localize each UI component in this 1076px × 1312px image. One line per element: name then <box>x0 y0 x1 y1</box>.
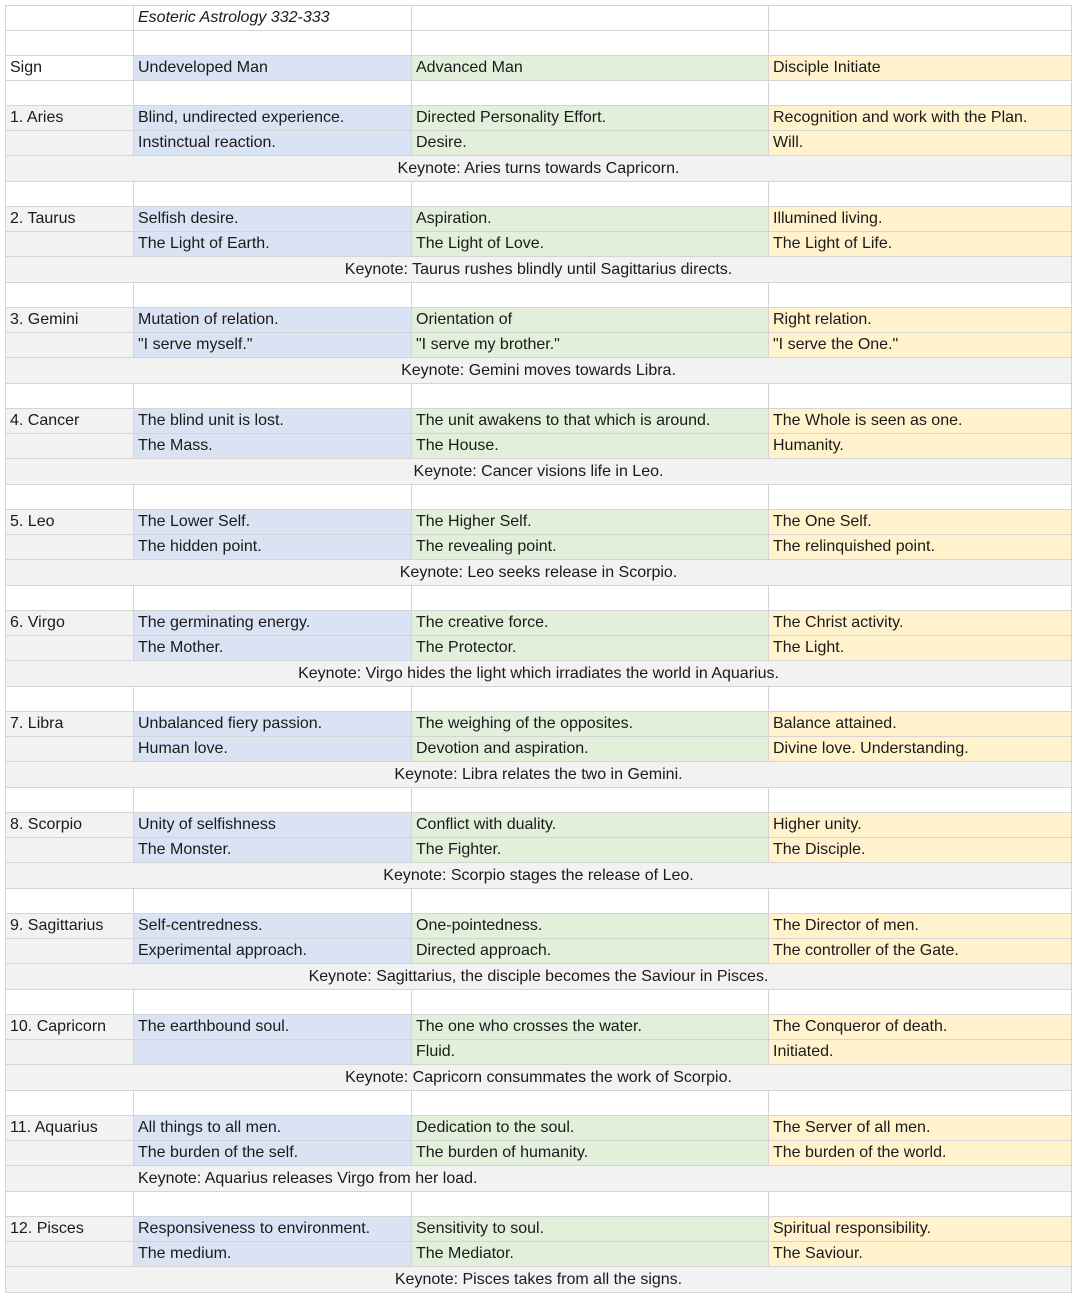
spacer-row <box>6 889 1072 914</box>
sign-row-line1 <box>6 207 1072 232</box>
cell[interactable] <box>769 6 1072 31</box>
undeveloped-line2[interactable]: "I serve myself." <box>134 333 412 358</box>
disciple-line2[interactable]: Humanity. <box>769 434 1072 459</box>
keynote-row <box>6 1267 1072 1293</box>
keynote[interactable]: Keynote: Gemini moves towards Libra. <box>6 358 1072 384</box>
undeveloped-line1[interactable]: The Lower Self. <box>134 510 412 535</box>
disciple-line2[interactable]: The burden of the world. <box>769 1141 1072 1166</box>
undeveloped-line2[interactable]: The Light of Earth. <box>134 232 412 257</box>
cell[interactable] <box>134 990 412 1015</box>
advanced-line1[interactable]: Aspiration. <box>412 207 769 232</box>
sign-block <box>6 384 1072 485</box>
sign-row-line2 <box>6 1242 1072 1267</box>
undeveloped-line1[interactable]: The blind unit is lost. <box>134 409 412 434</box>
undeveloped-line2[interactable]: Experimental approach. <box>134 939 412 964</box>
header-undeveloped-man[interactable]: Undeveloped Man <box>134 56 412 81</box>
sign-block <box>6 485 1072 586</box>
disciple-line1[interactable]: Right relation. <box>769 308 1072 333</box>
spacer-row <box>6 485 1072 510</box>
cell[interactable] <box>134 788 412 813</box>
advanced-line2[interactable]: The Fighter. <box>412 838 769 863</box>
sign-rows <box>6 81 1072 1293</box>
cell[interactable] <box>6 384 134 409</box>
cell[interactable] <box>412 182 769 207</box>
cell[interactable] <box>6 31 134 56</box>
sign-block <box>6 1192 1072 1293</box>
sign-row-line2 <box>6 636 1072 661</box>
sign-name[interactable]: 12. Pisces <box>6 1217 134 1242</box>
advanced-line1[interactable]: Orientation of <box>412 308 769 333</box>
disciple-line2[interactable]: The Disciple. <box>769 838 1072 863</box>
cell[interactable] <box>6 788 134 813</box>
cell[interactable] <box>6 6 134 31</box>
sign-row-line2 <box>6 737 1072 762</box>
disciple-line1[interactable]: Higher unity. <box>769 813 1072 838</box>
advanced-line2[interactable]: The House. <box>412 434 769 459</box>
cell[interactable] <box>769 1091 1072 1116</box>
cell[interactable] <box>769 788 1072 813</box>
disciple-line1[interactable]: The Whole is seen as one. <box>769 409 1072 434</box>
keynote-row <box>6 964 1072 990</box>
spacer-row <box>6 31 1072 56</box>
cell[interactable] <box>6 1141 134 1166</box>
keynote[interactable]: Keynote: Capricorn consummates the work of Scorpio. <box>6 1065 1072 1091</box>
advanced-line1[interactable]: Directed Personality Effort. <box>412 106 769 131</box>
undeveloped-line1[interactable]: Self-centredness. <box>134 914 412 939</box>
cell[interactable] <box>412 990 769 1015</box>
spacer-row <box>6 788 1072 813</box>
cell[interactable] <box>412 1091 769 1116</box>
cell[interactable] <box>412 889 769 914</box>
cell[interactable] <box>6 434 134 459</box>
cell[interactable] <box>769 283 1072 308</box>
cell[interactable] <box>412 81 769 106</box>
cell[interactable] <box>769 687 1072 712</box>
advanced-line2[interactable]: "I serve my brother." <box>412 333 769 358</box>
keynote[interactable]: Keynote: Pisces takes from all the signs. <box>6 1267 1072 1293</box>
sign-row-line1 <box>6 611 1072 636</box>
cell[interactable] <box>6 333 134 358</box>
spacer-row <box>6 990 1072 1015</box>
sign-row-line2 <box>6 1040 1072 1065</box>
cell[interactable] <box>769 485 1072 510</box>
sign-row-line1 <box>6 1015 1072 1040</box>
cell[interactable] <box>134 687 412 712</box>
disciple-line2[interactable]: The relinquished point. <box>769 535 1072 560</box>
undeveloped-line1[interactable]: The earthbound soul. <box>134 1015 412 1040</box>
advanced-line1[interactable]: One-pointedness. <box>412 914 769 939</box>
disciple-line2[interactable]: Will. <box>769 131 1072 156</box>
undeveloped-line2[interactable]: The medium. <box>134 1242 412 1267</box>
cell[interactable] <box>134 586 412 611</box>
sign-name[interactable]: 9. Sagittarius <box>6 914 134 939</box>
cell[interactable] <box>6 535 134 560</box>
cell[interactable] <box>134 485 412 510</box>
sign-row-line1 <box>6 1217 1072 1242</box>
disciple-line1[interactable]: The Christ activity. <box>769 611 1072 636</box>
sign-name[interactable]: 3. Gemini <box>6 308 134 333</box>
advanced-line1[interactable]: The weighing of the opposites. <box>412 712 769 737</box>
undeveloped-line1[interactable]: Responsiveness to environment. <box>134 1217 412 1242</box>
cell[interactable] <box>6 838 134 863</box>
keynote[interactable]: Keynote: Libra relates the two in Gemini. <box>6 762 1072 788</box>
sign-name[interactable]: 8. Scorpio <box>6 813 134 838</box>
keynote-row <box>6 1166 1072 1192</box>
cell[interactable] <box>6 182 134 207</box>
sign-name[interactable]: 7. Libra <box>6 712 134 737</box>
cell[interactable] <box>134 1091 412 1116</box>
cell[interactable] <box>6 81 134 106</box>
cell[interactable] <box>769 586 1072 611</box>
undeveloped-line1[interactable]: All things to all men. <box>134 1116 412 1141</box>
keynote-row <box>6 156 1072 182</box>
keynote[interactable]: Keynote: Scorpio stages the release of Leo. <box>6 863 1072 889</box>
advanced-line2[interactable]: The Protector. <box>412 636 769 661</box>
header-row <box>6 56 1072 81</box>
sign-row-line1 <box>6 510 1072 535</box>
sign-row-line2 <box>6 838 1072 863</box>
cell[interactable] <box>134 384 412 409</box>
keynote-row <box>6 560 1072 586</box>
sign-row-line1 <box>6 308 1072 333</box>
sign-block <box>6 283 1072 384</box>
sign-block <box>6 889 1072 990</box>
disciple-line2[interactable]: The Light of Life. <box>769 232 1072 257</box>
cell[interactable] <box>412 384 769 409</box>
spacer-row <box>6 1192 1072 1217</box>
undeveloped-line1[interactable]: Unity of selfishness <box>134 813 412 838</box>
cell[interactable] <box>412 283 769 308</box>
cell[interactable] <box>6 283 134 308</box>
cell[interactable] <box>412 31 769 56</box>
disciple-line2[interactable]: The Saviour. <box>769 1242 1072 1267</box>
advanced-line1[interactable]: The unit awakens to that which is around. <box>412 409 769 434</box>
disciple-line1[interactable]: The One Self. <box>769 510 1072 535</box>
cell[interactable] <box>6 232 134 257</box>
cell[interactable] <box>134 81 412 106</box>
cell[interactable] <box>6 485 134 510</box>
cell[interactable] <box>769 889 1072 914</box>
spreadsheet-table <box>5 5 1072 1293</box>
header-disciple-initiate[interactable]: Disciple Initiate <box>769 56 1072 81</box>
cell[interactable] <box>412 788 769 813</box>
undeveloped-line1[interactable]: The germinating energy. <box>134 611 412 636</box>
source-title[interactable]: Esoteric Astrology 332-333 <box>134 6 412 31</box>
cell[interactable] <box>6 131 134 156</box>
cell[interactable] <box>6 737 134 762</box>
advanced-line1[interactable]: The Higher Self. <box>412 510 769 535</box>
cell[interactable] <box>6 889 134 914</box>
cell[interactable] <box>134 283 412 308</box>
undeveloped-line2[interactable]: Human love. <box>134 737 412 762</box>
undeveloped-line2[interactable] <box>134 1040 412 1065</box>
undeveloped-line2[interactable]: The burden of the self. <box>134 1141 412 1166</box>
cell[interactable] <box>6 687 134 712</box>
disciple-line1[interactable]: Illumined living. <box>769 207 1072 232</box>
keynote-row <box>6 459 1072 485</box>
cell[interactable] <box>412 687 769 712</box>
sign-row-line1 <box>6 1116 1072 1141</box>
keynote-row <box>6 661 1072 687</box>
keynote-row <box>6 257 1072 283</box>
undeveloped-line2[interactable]: Instinctual reaction. <box>134 131 412 156</box>
advanced-line2[interactable]: Desire. <box>412 131 769 156</box>
sign-name[interactable]: 4. Cancer <box>6 409 134 434</box>
sign-row-line2 <box>6 131 1072 156</box>
keynote-row <box>6 863 1072 889</box>
cell[interactable] <box>412 586 769 611</box>
sign-name[interactable]: 11. Aquarius <box>6 1116 134 1141</box>
sign-block <box>6 81 1072 182</box>
sign-row-line2 <box>6 939 1072 964</box>
cell[interactable] <box>6 1091 134 1116</box>
undeveloped-line2[interactable]: The Mass. <box>134 434 412 459</box>
disciple-line1[interactable]: The Server of all men. <box>769 1116 1072 1141</box>
cell[interactable] <box>769 990 1072 1015</box>
disciple-line1[interactable]: Recognition and work with the Plan. <box>769 106 1072 131</box>
advanced-line2[interactable]: The Mediator. <box>412 1242 769 1267</box>
cell[interactable] <box>6 1242 134 1267</box>
cell[interactable] <box>6 1040 134 1065</box>
undeveloped-line1[interactable]: Mutation of relation. <box>134 308 412 333</box>
advanced-line2[interactable]: The burden of humanity. <box>412 1141 769 1166</box>
sign-block <box>6 687 1072 788</box>
keynote-row <box>6 762 1072 788</box>
keynote-row <box>6 1065 1072 1091</box>
sign-row-line2 <box>6 232 1072 257</box>
advanced-line2[interactable]: Devotion and aspiration. <box>412 737 769 762</box>
disciple-line2[interactable]: Divine love. Understanding. <box>769 737 1072 762</box>
spacer-row <box>6 586 1072 611</box>
sign-row-line1 <box>6 409 1072 434</box>
sign-name[interactable]: 10. Capricorn <box>6 1015 134 1040</box>
advanced-line2[interactable]: Directed approach. <box>412 939 769 964</box>
sign-block <box>6 586 1072 687</box>
disciple-line2[interactable]: "I serve the One." <box>769 333 1072 358</box>
sign-block <box>6 1091 1072 1192</box>
header-advanced-man[interactable]: Advanced Man <box>412 56 769 81</box>
cell[interactable] <box>6 939 134 964</box>
disciple-line1[interactable]: Balance attained. <box>769 712 1072 737</box>
sign-row-line1 <box>6 712 1072 737</box>
advanced-line2[interactable]: The revealing point. <box>412 535 769 560</box>
cell[interactable] <box>6 586 134 611</box>
undeveloped-line1[interactable]: Selfish desire. <box>134 207 412 232</box>
advanced-line2[interactable]: The Light of Love. <box>412 232 769 257</box>
cell[interactable] <box>412 1192 769 1217</box>
keynote[interactable]: Keynote: Virgo hides the light which irradiates the world in Aquarius. <box>6 661 1072 687</box>
spacer-row <box>6 687 1072 712</box>
disciple-line2[interactable]: Initiated. <box>769 1040 1072 1065</box>
advanced-line2[interactable]: Fluid. <box>412 1040 769 1065</box>
advanced-line1[interactable]: The one who crosses the water. <box>412 1015 769 1040</box>
undeveloped-line2[interactable]: The Mother. <box>134 636 412 661</box>
cell[interactable] <box>6 636 134 661</box>
undeveloped-line1[interactable]: Unbalanced fiery passion. <box>134 712 412 737</box>
cell[interactable] <box>769 182 1072 207</box>
sign-row-line2 <box>6 333 1072 358</box>
undeveloped-line2[interactable]: The Monster. <box>134 838 412 863</box>
disciple-line1[interactable]: The Director of men. <box>769 914 1072 939</box>
sign-row-line2 <box>6 434 1072 459</box>
cell[interactable] <box>134 889 412 914</box>
sign-row-line2 <box>6 1141 1072 1166</box>
sign-row-line1 <box>6 106 1072 131</box>
advanced-line1[interactable]: Sensitivity to soul. <box>412 1217 769 1242</box>
sign-row-line2 <box>6 535 1072 560</box>
spacer-row <box>6 1091 1072 1116</box>
cell[interactable] <box>769 31 1072 56</box>
cell[interactable] <box>134 31 412 56</box>
keynote[interactable]: Keynote: Taurus rushes blindly until Sagittarius directs. <box>6 257 1072 283</box>
spacer-row <box>6 384 1072 409</box>
keynote[interactable]: Keynote: Cancer visions life in Leo. <box>6 459 1072 485</box>
advanced-line1[interactable]: Conflict with duality. <box>412 813 769 838</box>
cell[interactable] <box>134 1192 412 1217</box>
keynote[interactable]: Keynote: Sagittarius, the disciple becomes the Saviour in Pisces. <box>6 964 1072 990</box>
sign-row-line1 <box>6 813 1072 838</box>
sign-name[interactable]: 5. Leo <box>6 510 134 535</box>
disciple-line2[interactable]: The controller of the Gate. <box>769 939 1072 964</box>
disciple-line2[interactable]: The Light. <box>769 636 1072 661</box>
cell[interactable] <box>134 182 412 207</box>
title-row <box>6 6 1072 31</box>
sign-name[interactable]: 6. Virgo <box>6 611 134 636</box>
spacer-row <box>6 283 1072 308</box>
sign-name[interactable]: 2. Taurus <box>6 207 134 232</box>
undeveloped-line1[interactable]: Blind, undirected experience. <box>134 106 412 131</box>
sign-block <box>6 788 1072 889</box>
sign-name[interactable]: 1. Aries <box>6 106 134 131</box>
cell[interactable] <box>769 81 1072 106</box>
sign-row-line1 <box>6 914 1072 939</box>
cell[interactable] <box>6 1192 134 1217</box>
cell[interactable] <box>769 1192 1072 1217</box>
spacer-row <box>6 81 1072 106</box>
disciple-line1[interactable]: Spiritual responsibility. <box>769 1217 1072 1242</box>
cell[interactable] <box>412 485 769 510</box>
keynote-row <box>6 358 1072 384</box>
sign-block <box>6 990 1072 1091</box>
keynote[interactable]: Keynote: Aries turns towards Capricorn. <box>6 156 1072 182</box>
disciple-line1[interactable]: The Conqueror of death. <box>769 1015 1072 1040</box>
undeveloped-line2[interactable]: The hidden point. <box>134 535 412 560</box>
keynote[interactable]: Keynote: Leo seeks release in Scorpio. <box>6 560 1072 586</box>
sign-block <box>6 182 1072 283</box>
advanced-line1[interactable]: The creative force. <box>412 611 769 636</box>
spacer-row <box>6 182 1072 207</box>
advanced-line1[interactable]: Dedication to the soul. <box>412 1116 769 1141</box>
cell[interactable] <box>412 6 769 31</box>
cell[interactable] <box>6 990 134 1015</box>
keynote[interactable]: Keynote: Aquarius releases Virgo from her load. <box>6 1166 1072 1192</box>
cell[interactable] <box>769 384 1072 409</box>
header-sign[interactable]: Sign <box>6 56 134 81</box>
